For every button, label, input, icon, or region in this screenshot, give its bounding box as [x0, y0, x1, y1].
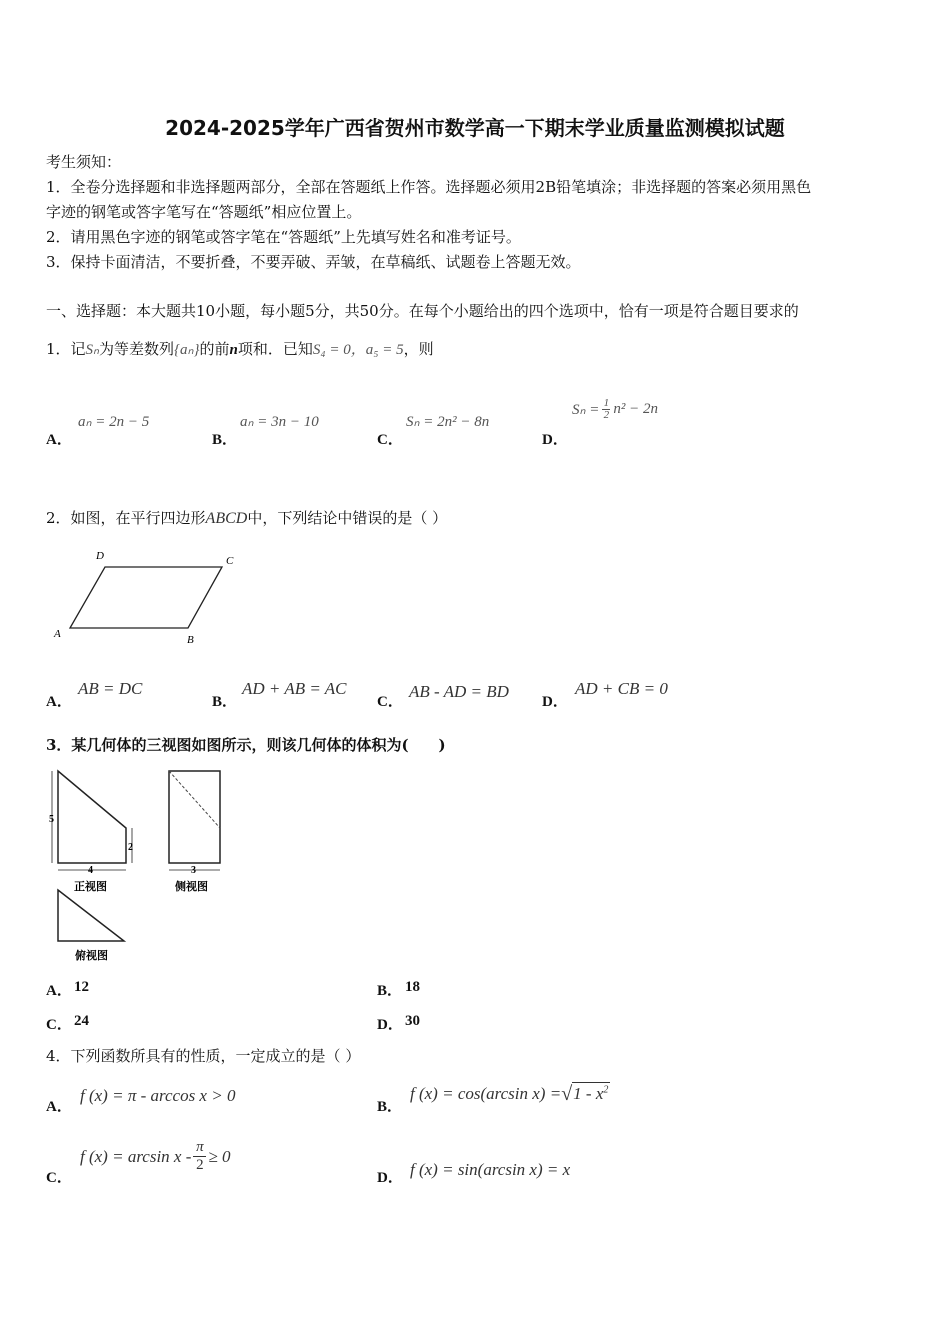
side-view-shape — [169, 771, 220, 863]
q4-option-c[interactable] — [80, 1139, 230, 1174]
q4-c-pre: f (x) = arcsin x - — [80, 1146, 192, 1166]
q4-option-a[interactable]: f (x) = π - arccos x > 0 — [80, 1086, 236, 1105]
q4-option-a-label[interactable]: A． — [46, 1099, 72, 1115]
q2-option-b[interactable]: AD + AB = AC — [242, 679, 347, 698]
question-4-stem: 4．下列函数所具有的性质，一定成立的是（ ） — [46, 1047, 361, 1065]
q1-option-b[interactable]: aₙ = 3n − 10 — [240, 414, 319, 430]
q2-text-pre: 2．如图，在平行四边形 — [46, 509, 206, 527]
q1-option-d[interactable] — [572, 398, 658, 421]
q1-math-n: n — [229, 342, 238, 358]
q1-math-given: S₄ = 0，a₅ = 5 — [312, 342, 404, 358]
q1-option-b-label[interactable]: B． — [212, 432, 238, 448]
q1-text-2: 为等差数列 — [99, 340, 175, 358]
q4-b-radical-sign: √ — [561, 1083, 573, 1105]
q1-d-post: n² − 2n — [613, 401, 658, 417]
q3-option-d[interactable]: 30 — [405, 1013, 420, 1029]
notice-item-1a: 1．全卷分选择题和非选择题两部分，全部在答题纸上作答。选择题必须用2B铅笔填涂；非选择题的答案必须用黑色 — [46, 178, 812, 196]
front-view-label: 正视图 — [74, 881, 107, 893]
three-view-figure — [44, 766, 226, 964]
q4-option-b-label[interactable]: B． — [377, 1099, 403, 1115]
question-2-stem — [46, 508, 447, 529]
section-header: 一、选择题：本大题共10小题，每小题5分，共50分。在每个小题给出的四个选项中，恰有一项是符合题目要求的 — [46, 302, 799, 320]
q4-option-c-label[interactable]: C． — [46, 1170, 72, 1186]
q4-c-frac-num: π — [196, 1139, 204, 1155]
notice-item-1b: 字迹的钢笔或答字笔写在“答题纸”相应位置上。 — [46, 203, 362, 221]
q1-d-frac-den: 2 — [603, 409, 610, 421]
q1-text-4: 项和．已知 — [237, 340, 313, 358]
vertex-b-label: B — [187, 634, 194, 646]
q1-option-a-label[interactable]: A． — [46, 432, 72, 448]
q1-option-c[interactable]: Sₙ = 2n² − 8n — [406, 414, 490, 430]
vertex-c-label: C — [226, 555, 234, 567]
q3-option-a-label[interactable]: A． — [46, 983, 72, 999]
side-view-label: 侧视图 — [175, 881, 208, 893]
top-view-shape — [58, 890, 124, 941]
q4-c-frac-den: 2 — [196, 1157, 204, 1173]
q4-b-pre: f (x) = cos(arcsin x) = — [410, 1084, 562, 1103]
q3-option-c[interactable]: 24 — [74, 1013, 89, 1029]
q3-option-b[interactable]: 18 — [405, 979, 420, 995]
q3-option-d-label[interactable]: D． — [377, 1017, 403, 1033]
q1-text-3: 的前 — [199, 340, 230, 358]
q4-option-d-label[interactable]: D． — [377, 1170, 403, 1186]
q2-option-a-label[interactable]: A． — [46, 694, 72, 710]
q2-text-post: 中，下列结论中错误的是（ ） — [247, 509, 448, 527]
q1-option-d-label[interactable]: D． — [542, 432, 568, 448]
q1-d-frac-num: 1 — [603, 397, 610, 409]
q4-b-superscript: 2 — [603, 1084, 609, 1096]
q1-text-1: 1．记 — [46, 340, 86, 358]
q1-d-pre: Sₙ = — [572, 402, 600, 418]
front-height-label: 5 — [49, 814, 54, 825]
notice-item-2: 2．请用黑色字迹的钢笔或答字笔在“答题纸”上先填写姓名和准考证号。 — [46, 228, 521, 246]
top-view-label: 俯视图 — [75, 950, 108, 962]
q2-option-c-label[interactable]: C． — [377, 694, 403, 710]
notice-heading: 考生须知： — [46, 153, 122, 171]
question-3-stem: 3．某几何体的三视图如图所示，则该几何体的体积为( ) — [46, 736, 446, 754]
q2-math-abcd: ABCD — [205, 510, 248, 527]
question-1-stem — [46, 339, 434, 360]
q1-d-fraction — [602, 398, 610, 421]
q4-b-radicand-wrap — [572, 1082, 610, 1104]
q2-option-b-label[interactable]: B． — [212, 694, 238, 710]
side-width-label: 3 — [191, 865, 196, 876]
q2-option-d[interactable]: AD + CB = 0 — [575, 679, 668, 698]
q4-c-fraction — [193, 1139, 206, 1174]
q4-b-radicand: 1 - x — [573, 1084, 604, 1103]
q2-option-c[interactable]: AB - AD = BD — [409, 682, 509, 701]
vertex-a-label: A — [54, 628, 61, 640]
q1-math-an: {aₙ} — [174, 342, 200, 358]
front-view-shape — [58, 771, 126, 863]
q2-option-a[interactable]: AB = DC — [78, 679, 143, 698]
q1-option-a[interactable]: aₙ = 2n − 5 — [78, 414, 150, 430]
parallelogram-shape — [70, 567, 222, 628]
q4-option-d[interactable]: f (x) = sin(arcsin x) = x — [410, 1160, 571, 1179]
q1-text-5: ，则 — [403, 340, 434, 358]
q2-option-d-label[interactable]: D． — [542, 694, 568, 710]
front-short-label: 2 — [128, 842, 133, 853]
vertex-d-label: D — [96, 550, 104, 562]
side-view-hidden-edge — [169, 771, 220, 828]
front-width-label: 4 — [88, 865, 93, 876]
q4-c-post: ≥ 0 — [208, 1146, 231, 1166]
notice-item-3: 3．保持卡面清洁，不要折叠，不要弄破、弄皱，在草稿纸、试题卷上答题无效。 — [46, 253, 581, 271]
page-title: 2024-2025学年广西省贺州市数学高一下期末学业质量监测模拟试题 — [165, 116, 785, 140]
parallelogram-figure — [50, 545, 250, 650]
q3-option-a[interactable]: 12 — [74, 979, 89, 995]
q4-option-b[interactable] — [410, 1082, 610, 1104]
q1-option-c-label[interactable]: C． — [377, 432, 403, 448]
q3-option-b-label[interactable]: B． — [377, 983, 403, 999]
q1-math-sn: Sₙ — [85, 342, 100, 358]
q3-option-c-label[interactable]: C． — [46, 1017, 72, 1033]
